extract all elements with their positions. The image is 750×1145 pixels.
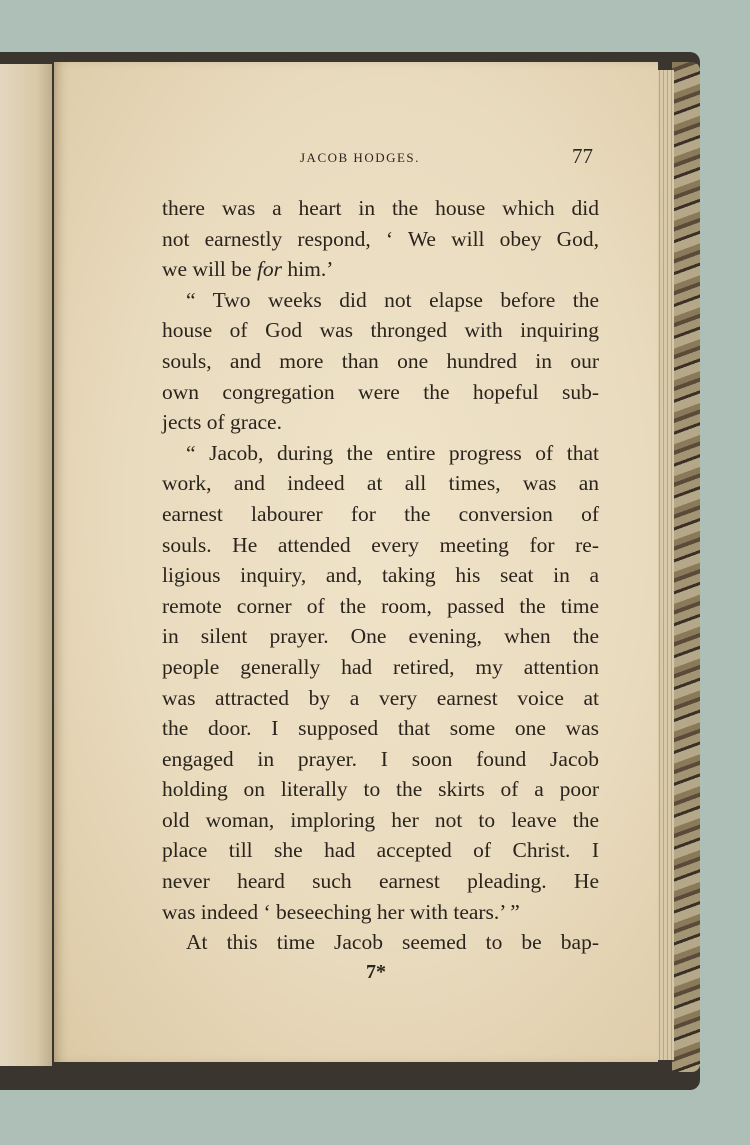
- text-line: was indeed ‘ beseeching her with tears.’ ”: [162, 899, 520, 924]
- text-line: engaged in prayer. I soon found Jacob: [162, 746, 599, 771]
- text-line: “ Two weeks did not elapse before the: [186, 287, 599, 312]
- text-line: jects of grace.: [162, 410, 282, 435]
- italic-word: for: [256, 257, 283, 282]
- marbled-fore-edge: [672, 62, 700, 1072]
- text-line: ligious inquiry, and, taking his seat in a: [162, 563, 599, 588]
- text-line: “ Jacob, during the entire progress of that: [186, 440, 599, 465]
- text-line: was attracted by a very earnest voice at: [162, 685, 599, 710]
- text-line: [162, 254, 599, 285]
- text-line: own congregation were the hopeful sub-: [162, 379, 599, 404]
- text-line: old woman, imploring her not to leave the: [162, 807, 599, 832]
- text-line: remote corner of the room, passed the time: [162, 593, 599, 618]
- text-line: At this time Jacob seemed to be bap-: [186, 930, 599, 955]
- body-text: [162, 193, 599, 958]
- text-line: in silent prayer. One evening, when the: [162, 624, 599, 649]
- text-line: souls. He attended every meeting for re-: [162, 532, 599, 557]
- text-line: house of God was thronged with inquiring: [162, 318, 599, 343]
- signature-mark: 7*: [366, 961, 386, 983]
- text-line: there was a heart in the house which did: [162, 196, 599, 220]
- text-line: earnest labourer for the conversion of: [162, 501, 599, 526]
- text-line: place till she had accepted of Christ. I: [162, 838, 599, 863]
- text-line: souls, and more than one hundred in our: [162, 348, 599, 373]
- page-number: 77: [572, 144, 593, 168]
- text-line: the door. I supposed that some one was: [162, 716, 599, 741]
- text-line-part: we will be: [162, 257, 257, 282]
- text-line: never heard such earnest pleading. He: [162, 869, 599, 894]
- text-line-part: him.’: [282, 257, 334, 282]
- left-page: [0, 64, 52, 1066]
- text-line: work, and indeed at all times, was an: [162, 471, 599, 496]
- running-head: JACOB HODGES.: [300, 150, 420, 165]
- text-line: not earnestly respond, ‘ We will obey God,: [162, 226, 599, 251]
- text-line: holding on literally to the skirts of a poor: [162, 777, 599, 802]
- text-line: people generally had retired, my attention: [162, 654, 599, 679]
